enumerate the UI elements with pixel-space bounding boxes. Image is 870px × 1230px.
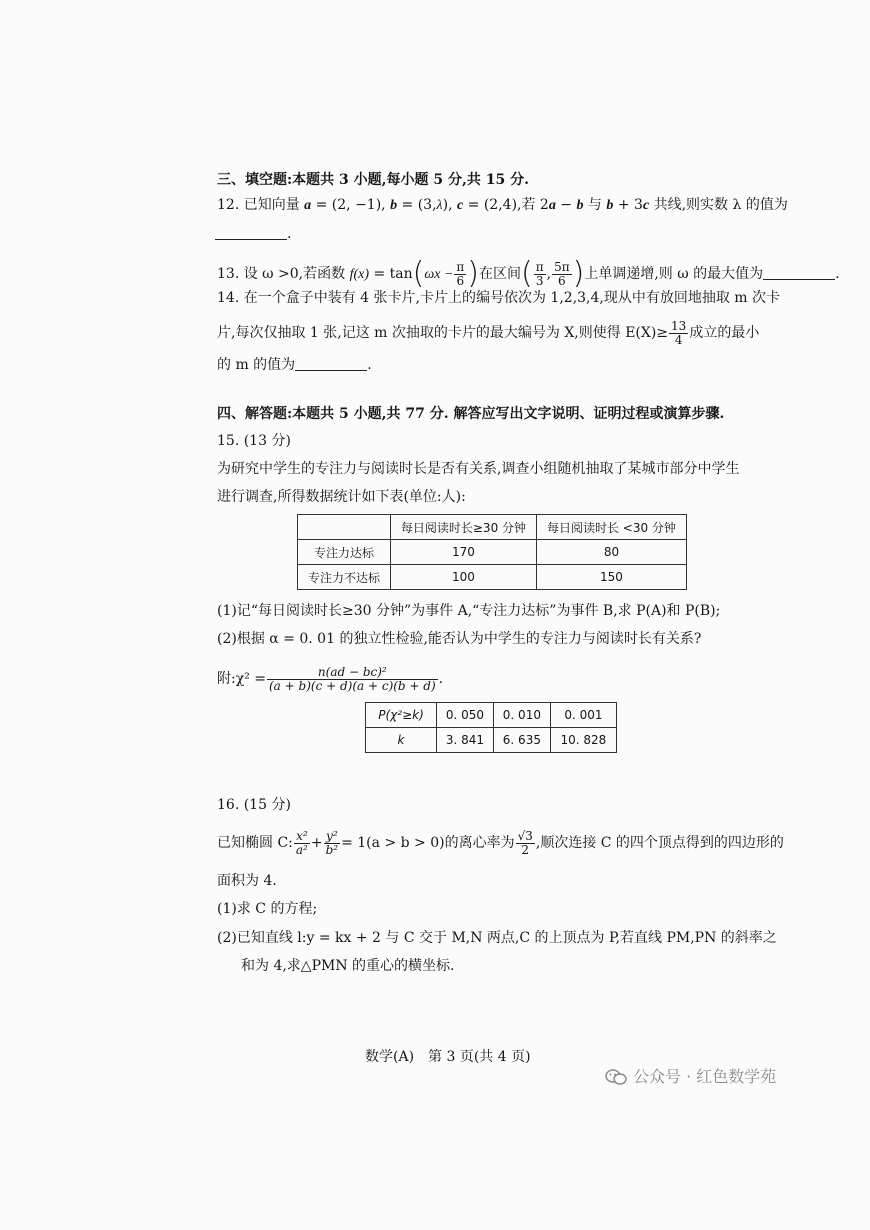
question-13: 13. 设 ω >0,若函数 f(x) = tan(ωx − $\frac{\pi}{6}$ )在区间( $\frac{\pi}{3}$ , $\frac{5\pi}{6}$ )上单调递增,则 ω 的最大值为 . <box>217 256 840 291</box>
question-15-sub-2: (2)根据 α = 0. 01 的独立性检验,能否认为中学生的专注力与阅读时长有关系? <box>217 631 702 647</box>
table-cell: 专注力达标 <box>298 540 391 565</box>
section-3-heading: 三、填空题:本题共 3 小题,每小题 5 分,共 15 分. <box>217 172 529 188</box>
table-cell: P(χ²≥k) <box>366 703 437 728</box>
table-cell: 专注力不达标 <box>298 565 391 590</box>
survey-table <box>297 514 687 590</box>
answer-blank[interactable] <box>215 225 287 240</box>
question-12: 12. 已知向量 a = (2, −1), b = (3,λ), c = (2,4),若 2a − b 与 b + 3c 共线,则实数 λ 的值为 <box>217 197 788 213</box>
table-cell <box>298 515 391 540</box>
watermark: 公众号 · 红色数学苑 <box>605 1064 776 1087</box>
answer-blank[interactable] <box>763 265 835 280</box>
answer-blank[interactable] <box>295 356 367 371</box>
table-row <box>298 565 687 590</box>
question-16-sub-1: (1)求 C 的方程; <box>217 901 318 917</box>
question-16-text-1: 已知椭圆 C: $\frac{\text{x²}}{\text{a²}}$ + $\frac{\text{y²}}{\text{b²}}$ = 1(a > b > 0)的离心率为 $\frac{√3}{2}$ ,顺次连接 C 的四个顶点得到的四边形的 <box>217 828 784 857</box>
table-cell: 0. 010 <box>493 703 550 728</box>
table-cell: 6. 635 <box>493 728 550 753</box>
chi-square-formula: 附:χ² = $\frac{\text{n(ad − bc)²}}{(a + b)(c + d)(a + c)(b + d)}$ . <box>217 664 444 693</box>
table-cell: 100 <box>391 565 537 590</box>
page-footer: 数学(A) 第 3 页(共 4 页) <box>365 1049 531 1065</box>
table-cell: 170 <box>391 540 537 565</box>
table-cell: 0. 001 <box>550 703 616 728</box>
question-16-sub-2b: 和为 4,求△PMN 的重心的横坐标. <box>241 958 455 974</box>
table-cell: 0. 050 <box>437 703 494 728</box>
table-cell: 3. 841 <box>437 728 494 753</box>
question-16-text-2: 面积为 4. <box>217 873 277 889</box>
critical-value-table <box>365 702 617 753</box>
question-14-line3: 的 m 的值为 . <box>217 357 372 373</box>
question-14-line2: 片,每次仅抽取 1 张,记这 m 次抽取的卡片的最大编号为 X,则使得 E(X)≥ $\frac{13}{4}$ 成立的最小 <box>217 318 760 347</box>
table-row <box>298 540 687 565</box>
question-15-text-1: 为研究中学生的专注力与阅读时长是否有关系,调查小组随机抽取了某城市部分中学生 <box>217 461 740 477</box>
question-15-number: 15. (13 分) <box>217 433 291 449</box>
section-4-heading: 四、解答题:本题共 5 小题,共 77 分. 解答应写出文字说明、证明过程或演算步骤. <box>217 406 725 422</box>
wechat-icon <box>605 1069 627 1085</box>
table-row <box>366 728 617 753</box>
table-cell: k <box>366 728 437 753</box>
question-15-text-2: 进行调查,所得数据统计如下表(单位:人): <box>217 489 466 505</box>
question-14-line1: 14. 在一个盒子中装有 4 张卡片,卡片上的编号依次为 1,2,3,4,现从中有放回地抽取 m 次卡 <box>217 290 781 306</box>
table-cell: 150 <box>536 565 686 590</box>
table-header: 每日阅读时长≥30 分钟 <box>391 515 537 540</box>
question-16-sub-2a: (2)已知直线 l:y = kx + 2 与 C 交于 M,N 两点,C 的上顶点为 P,若直线 PM,PN 的斜率之 <box>217 930 777 946</box>
question-15-sub-1: (1)记“每日阅读时长≥30 分钟”为事件 A,“专注力达标”为事件 B,求 P(A)和 P(B); <box>217 603 721 619</box>
question-12-answer-line: . <box>215 224 291 244</box>
question-16-number: 16. (15 分) <box>217 797 291 813</box>
table-row <box>298 515 687 540</box>
table-cell: 80 <box>536 540 686 565</box>
table-header: 每日阅读时长 <30 分钟 <box>536 515 686 540</box>
table-cell: 10. 828 <box>550 728 616 753</box>
table-row <box>366 703 617 728</box>
